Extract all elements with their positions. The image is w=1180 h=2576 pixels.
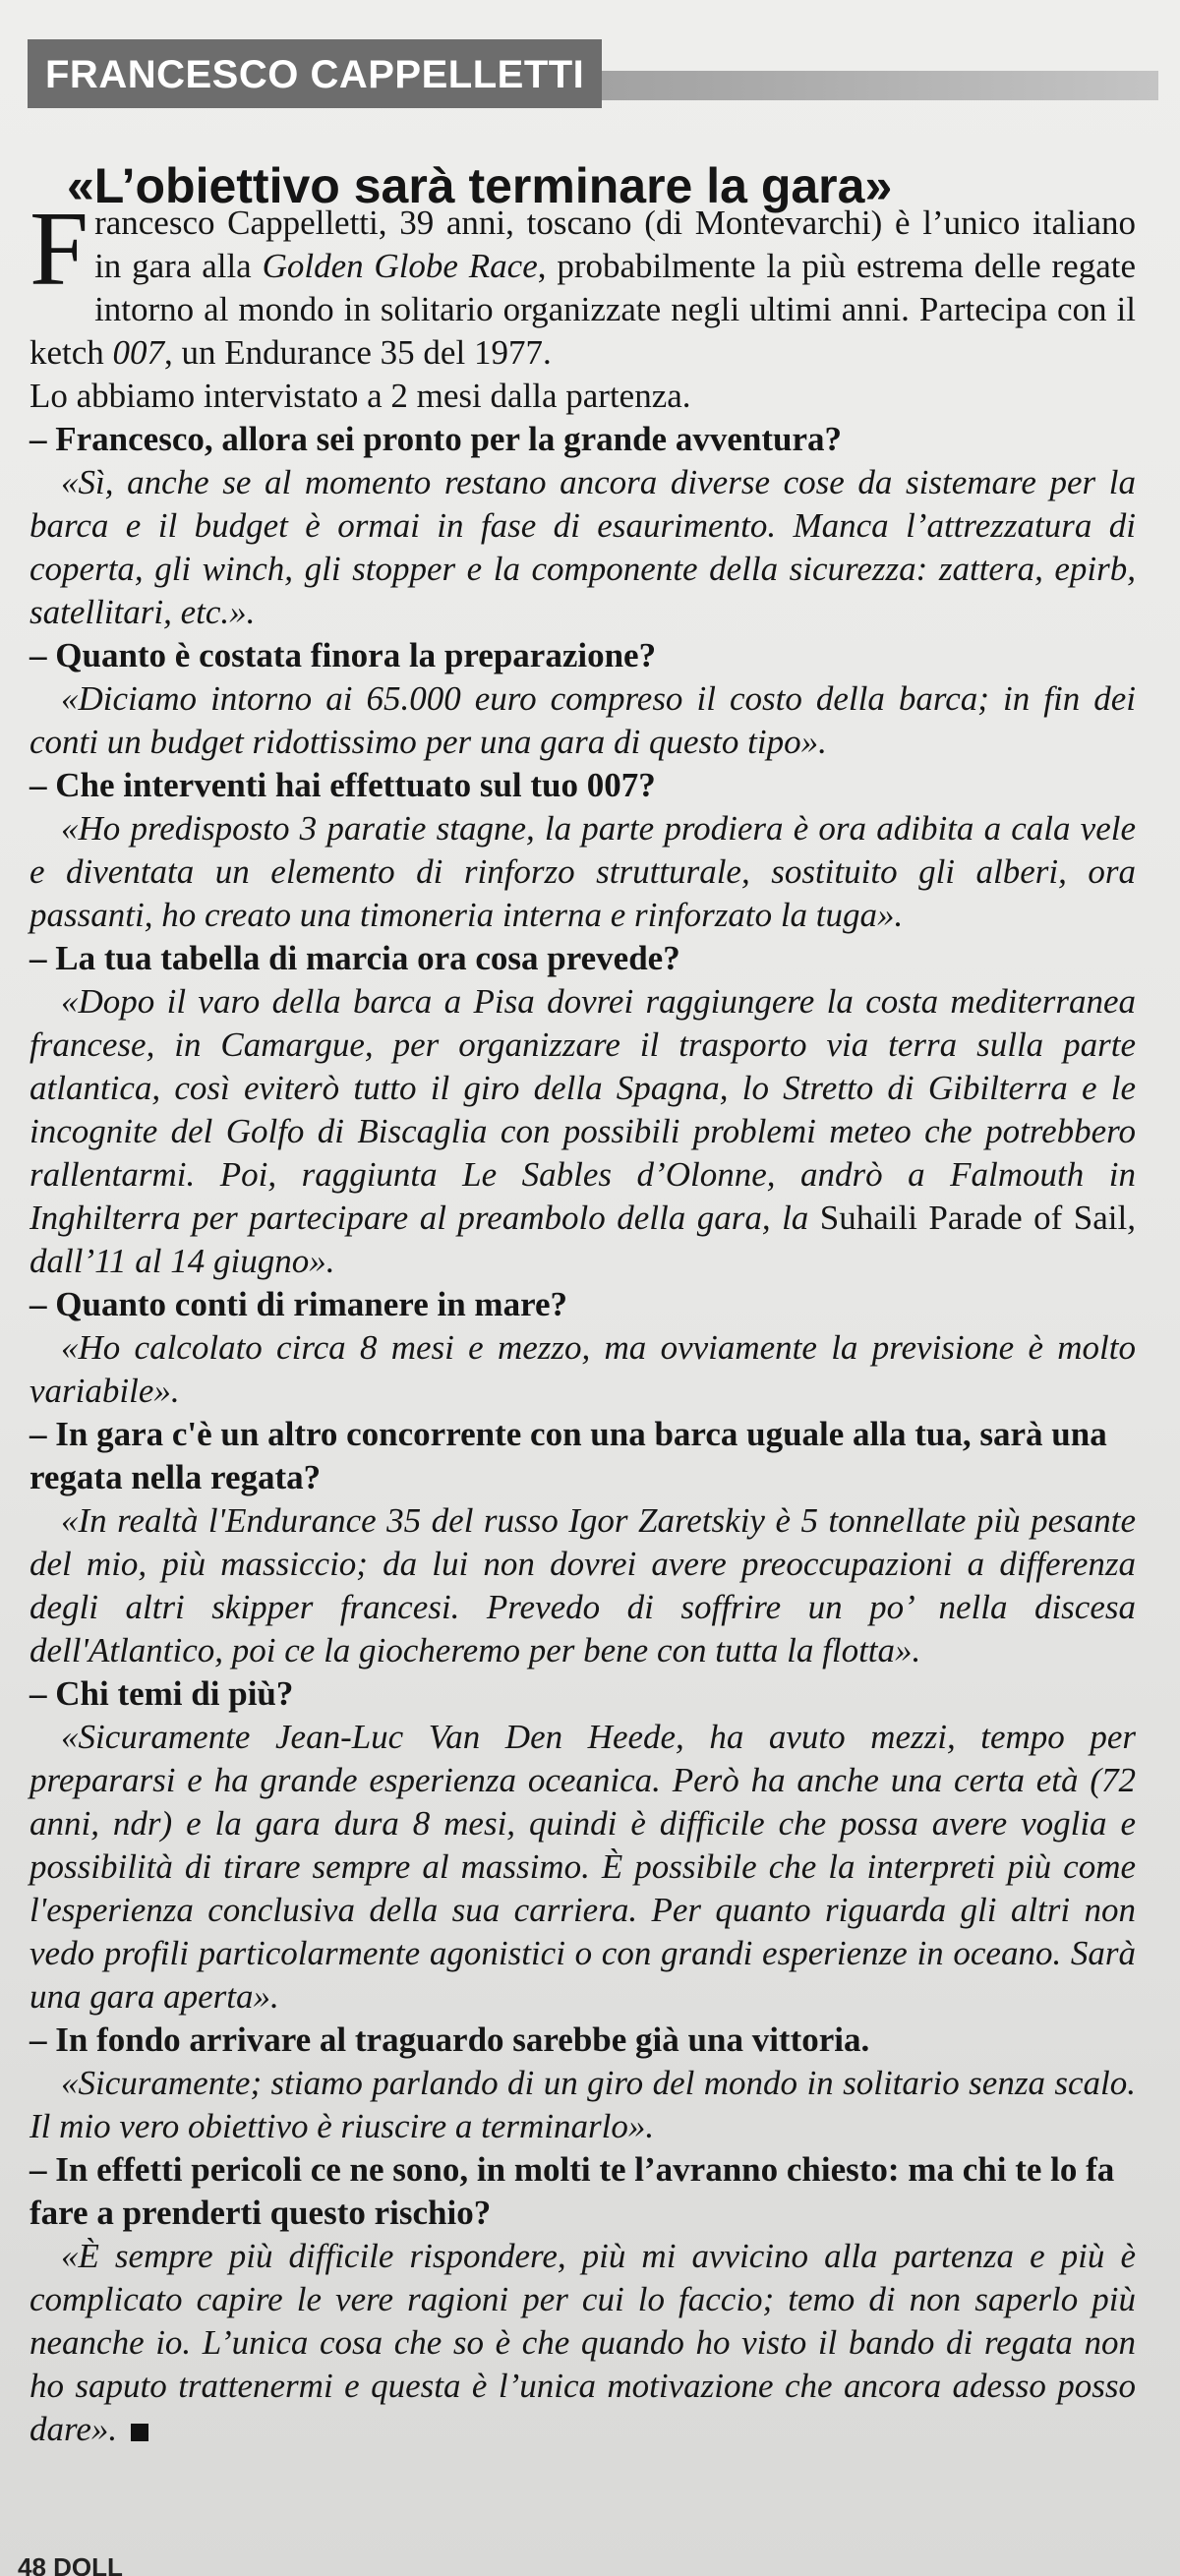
interview-answer: «Diciamo intorno ai 65.000 euro compreso il costo della barca; in fin dei conti un budget ridottissimo per una gara di questo tipo».	[30, 679, 1136, 761]
kicker-label: FRANCESCO CAPPELLETTI	[28, 39, 602, 108]
interview-question: – La tua tabella di marcia ora cosa prevede?	[30, 939, 680, 977]
answer-text: , dall’11 al 14 giugno».	[30, 1199, 1136, 1280]
interview-question: – Chi temi di più?	[30, 1674, 294, 1713]
article-title: «L’obiettivo sarà terminare la gara»	[67, 157, 893, 213]
interview-question: – In fondo arrivare al traguardo sarebbe già una vittoria.	[30, 2020, 870, 2059]
answer-text: «È sempre più difficile rispondere, più mi avvicino alla partenza e più è complicato capire le vere ragioni per cui lo faccio; temo di non saperlo più neanche io. L’unica cosa che so è che quando ho visto il bando di regata non ho saputo trattenermi e questa è l’unica motivazione che ancora adesso posso dare».	[30, 2237, 1136, 2448]
interview-question: – In effetti pericoli ce ne sono, in molti te l’avranno chiesto: ma chi te lo fa fare a prenderti questo rischio?	[30, 2150, 1115, 2232]
drop-cap: F	[30, 191, 89, 308]
interview-answer: «Sicuramente; stiamo parlando di un giro del mondo in solitario senza scalo. Il mio vero obiettivo è riuscire a terminarlo».	[30, 2064, 1136, 2145]
article-body	[30, 191, 1137, 2451]
interview-answer	[30, 980, 1136, 1283]
interview-answer: «Ho calcolato circa 8 mesi e mezzo, ma ovviamente la previsione è molto variabile».	[30, 1328, 1136, 1410]
answer-text: «Dopo il varo della barca a Pisa dovrei raggiungere la costa mediterranea francese, in Camargue, per organizzare il trasporto via terra sulla parte atlantica, così eviterò tutto il giro della Spagna, lo Stretto di Gibilterra e le incognite del Golfo di Biscaglia con possibili problemi meteo che potrebbero rallentarmi. Poi, raggiunta Le Sables d’Olonne, andrò a Falmouth in Inghilterra per partecipare al preambolo della gara, la	[30, 982, 1136, 1237]
end-of-article-icon	[131, 2424, 148, 2441]
intro-last-line: Lo abbiamo intervistato a 2 mesi dalla partenza.	[30, 377, 691, 415]
interview-answer: «In realtà l'Endurance 35 del russo Igor Zaretskiy è 5 tonnellate più pesante del mio, più massiccio; da lui non dovrei avere preoccupazioni a differenza degli altri skipper francesi. Prevedo di soffrire un po’ nella discesa dell'Atlantico, poi ce la giocheremo per bene con tutta la flotta».	[30, 1501, 1136, 1669]
boat-name: 007	[112, 333, 165, 372]
intro-text: rancesco Cappelletti, 39 anni, toscano (di Montevarchi) è l’unico italiano in gara alla	[94, 204, 1136, 285]
intro-text: , probabilmente la più estrema delle regate intorno al mondo in solitario organizzate negli ultimi anni. Partecipa con il ketch	[30, 247, 1137, 372]
page-folio: 48 DOLL	[18, 2552, 123, 2576]
event-name: Suhaili Parade of Sail	[819, 1199, 1128, 1237]
interview-question: – Che interventi hai effettuato sul tuo 007?	[30, 766, 656, 804]
interview-question: – Quanto è costata finora la preparazione?	[30, 636, 657, 674]
interview-question: – Quanto conti di rimanere in mare?	[30, 1285, 568, 1323]
interview-answer: «Sì, anche se al momento restano ancora diverse cose da sistemare per la barca e il budget è ormai in fase di esaurimento. Manca l’attrezzatura di coperta, gli winch, gli stopper e la componente della sicurezza: zattera, epirb, satellitari, etc.».	[30, 463, 1136, 631]
interview-answer	[30, 2235, 1136, 2451]
interview-question: – In gara c'è un altro concorrente con una barca uguale alla tua, sarà una regata nella regata?	[30, 1415, 1107, 1496]
intro-paragraph	[30, 191, 1137, 375]
race-name: Golden Globe Race	[262, 247, 538, 285]
interview-answer: «Ho predisposto 3 paratie stagne, la parte prodiera è ora adibita a cala vele e diventata un elemento di rinforzo strutturale, sostituito gli alberi, ora passanti, ho creato una timoneria interna e rinforzato la tuga».	[30, 809, 1136, 934]
intro-text: , un Endurance 35 del 1977.	[164, 333, 552, 372]
interview-question: – Francesco, allora sei pronto per la grande avventura?	[30, 420, 842, 458]
interview-answer: «Sicuramente Jean-Luc Van Den Heede, ha avuto mezzi, tempo per prepararsi e ha grande esperienza oceanica. Però ha anche una certa età (72 anni, ndr) e la gara dura 8 mesi, quindi è difficile che possa avere voglia e possibilità di tirare sempre al massimo. È possibile che la interpreti più come l'esperienza conclusiva della sua carriera. Per quanto riguarda gli altri non vedo profili particolarmente agonistici o con grandi esperienze in oceano. Sarà una gara aperta».	[30, 1718, 1136, 2016]
